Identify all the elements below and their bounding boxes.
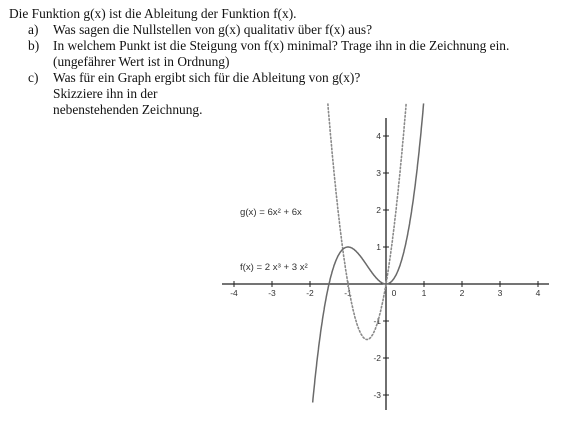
intro-text: Die Funktion g(x) ist die Ableitung der Funktion f(x). <box>9 6 297 21</box>
y-tick-label: 4 <box>376 131 381 141</box>
y-tick-label: -1 <box>373 316 381 326</box>
y-tick-label: -3 <box>373 390 381 400</box>
task-c-line: Skizziere ihn in der <box>53 86 158 101</box>
task-b-line: In welchem Punkt ist die Steigung von f(x) minimal? Trage ihn in die Zeichnung ein. <box>53 38 510 53</box>
task-a-letter: a) <box>28 22 39 37</box>
task-c-letter: c) <box>28 70 39 85</box>
x-tick-label: 1 <box>421 288 427 298</box>
y-tick-label: 3 <box>376 168 381 178</box>
x-tick-label: 2 <box>459 288 465 298</box>
task-b-line: (ungefährer Wert ist in Ordnung) <box>53 54 230 69</box>
task-c-line: Was für ein Graph ergibt sich für die Ableitung von g(x)? <box>53 70 361 85</box>
x-tick-label: 0 <box>391 288 397 298</box>
y-tick-label: 2 <box>376 205 381 215</box>
x-tick-label: 4 <box>535 288 541 298</box>
x-tick-label: -1 <box>344 288 352 298</box>
x-tick-label: -2 <box>306 288 314 298</box>
task-a-line: Was sagen die Nullstellen von g(x) qualitativ über f(x) aus? <box>53 22 373 37</box>
y-tick-label: 1 <box>376 242 381 252</box>
g-function-label: g(x) = 6x² + 6x <box>240 207 302 218</box>
f-function-curve <box>313 103 424 402</box>
g-derivative-curve <box>328 104 406 340</box>
x-tick-label: -4 <box>230 288 238 298</box>
task-c-line: nebenstehenden Zeichnung. <box>53 102 203 117</box>
f-function-label: f(x) = 2 x³ + 3 x² <box>240 262 308 273</box>
x-tick-label: 3 <box>497 288 503 298</box>
x-tick-label: -3 <box>268 288 276 298</box>
task-b-letter: b) <box>28 38 40 53</box>
y-tick-label: -2 <box>373 353 381 363</box>
